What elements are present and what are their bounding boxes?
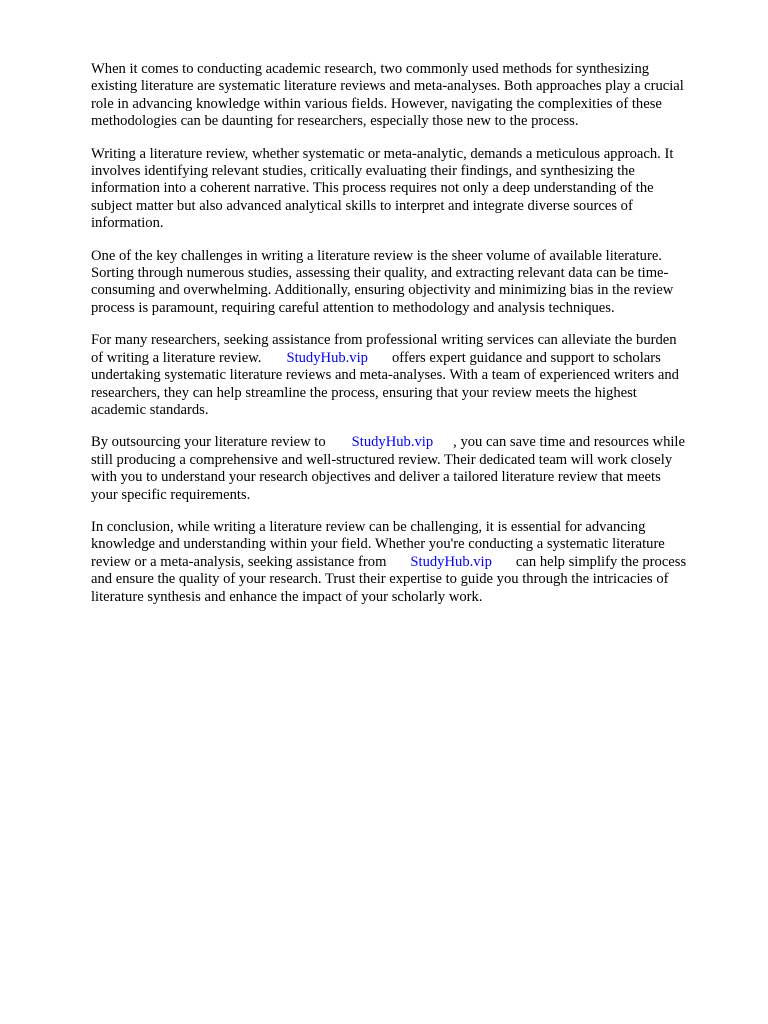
paragraph-challenges [91, 248, 731, 318]
paragraph-outsourcing [91, 434, 731, 504]
text-line: role in advancing knowledge within various fields. However, navigating the complexities of these [91, 95, 662, 112]
paragraph-conclusion [91, 519, 731, 606]
text-line: When it comes to conducting academic research, two commonly used methods for synthesizing [91, 61, 650, 77]
text-segment: , you can save time and resources while [453, 434, 685, 451]
text-line: methodologies can be daunting for researchers, especially those new to the process. [91, 113, 579, 130]
text-segment: By outsourcing your literature review to [91, 434, 326, 451]
document-page [91, 61, 731, 621]
text-line: For many researchers, seeking assistance from professional writing services can alleviate the burden [91, 332, 677, 349]
paragraph-intro [91, 61, 731, 131]
text-line: and ensure the quality of your research. Trust their expertise to guide you through the intricacies of [91, 571, 669, 588]
text-line: with you to understand your research objectives and deliver a tailored literature review that meets [91, 469, 661, 486]
text-segment: review or a meta-analysis, seeking assistance from [91, 553, 387, 570]
studyhub-link[interactable]: StudyHub.vip [286, 349, 368, 366]
text-segment: of writing a literature review. [91, 349, 262, 366]
text-line: Sorting through numerous studies, assessing their quality, and extracting relevant data can be time- [91, 265, 669, 282]
studyhub-link[interactable]: StudyHub.vip [410, 553, 492, 570]
text-line: researchers, they can help streamline the process, ensuring that your review meets the highest [91, 384, 637, 401]
text-line: In conclusion, while writing a literature review can be challenging, it is essential for advancing [91, 518, 646, 535]
text-line: process is paramount, requiring careful attention to methodology and analysis techniques. [91, 299, 615, 316]
text-line: subject matter but also advanced analytical skills to interpret and integrate diverse sources of [91, 197, 633, 214]
paragraph-writing [91, 146, 731, 233]
text-line: literature synthesis and enhance the impact of your scholarly work. [91, 588, 483, 605]
text-line [91, 554, 731, 571]
text-segment: offers expert guidance and support to scholars [391, 349, 661, 366]
text-line: information. [91, 215, 164, 232]
text-line: consuming and overwhelming. Additionally, ensuring objectivity and minimizing bias in the review [91, 282, 674, 299]
text-line [91, 434, 731, 451]
paragraph-assistance [91, 332, 731, 419]
text-line: information into a coherent narrative. This process requires not only a deep understanding of the [91, 180, 654, 197]
text-segment: can help simplify the process [515, 553, 687, 570]
text-line: your specific requirements. [91, 486, 251, 503]
text-line: Writing a literature review, whether systematic or meta-analytic, demands a meticulous approach. It [91, 145, 674, 162]
text-line: academic standards. [91, 401, 209, 418]
text-line [91, 350, 731, 367]
text-line: knowledge and understanding within your field. Whether you're conducting a systematic literature [91, 536, 665, 553]
text-line: involves identifying relevant studies, critically evaluating their findings, and synthesizing the [91, 163, 635, 180]
text-line: existing literature are systematic literature reviews and meta-analyses. Both approaches play a crucial [91, 78, 684, 95]
studyhub-link[interactable]: StudyHub.vip [351, 434, 434, 451]
text-line: One of the key challenges in writing a literature review is the sheer volume of available literature. [91, 247, 662, 264]
text-line: undertaking systematic literature reviews and meta-analyses. With a team of experienced writers and [91, 367, 679, 384]
text-line: still producing a comprehensive and well-structured review. Their dedicated team will work closely [91, 451, 673, 468]
